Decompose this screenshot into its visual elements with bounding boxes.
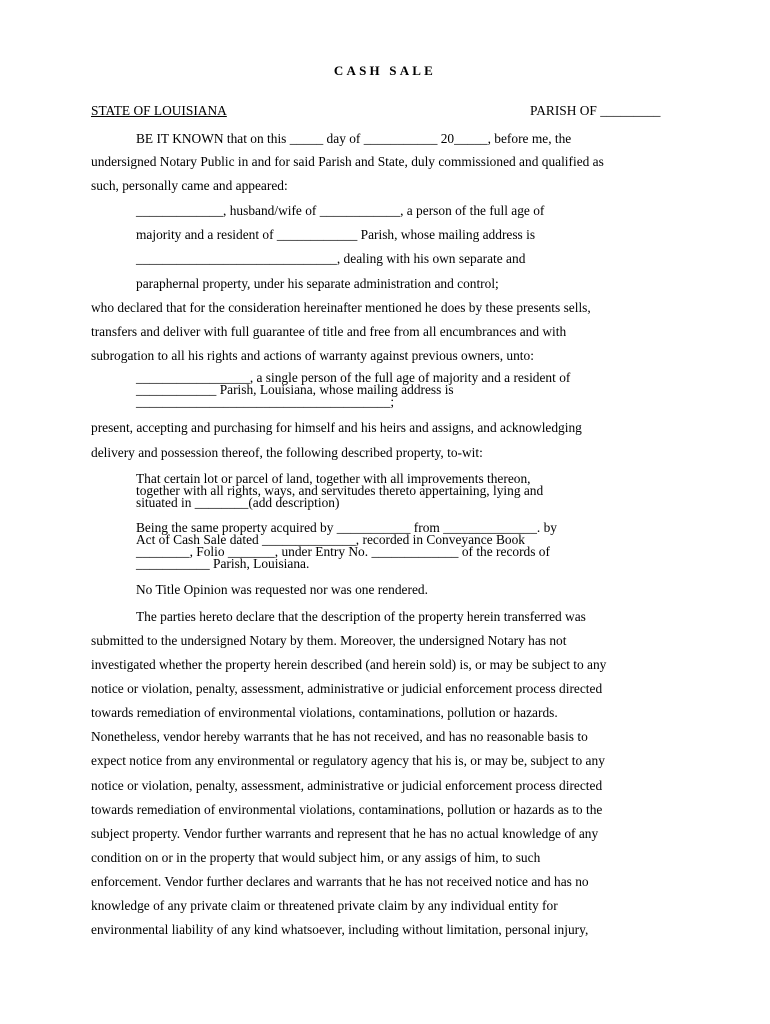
vendor-line-2: majority and a resident of ____________ Parish, whose mailing address is bbox=[136, 227, 536, 242]
purchaser-line-1: _________________, a single person of the full age of majority and a resident of bbox=[136, 370, 571, 385]
environmental-line-14: environmental liability of any kind whatsoever, including without limitation, personal injury, bbox=[91, 922, 589, 937]
state-heading: STATE OF LOUISIANA bbox=[91, 103, 227, 118]
environmental-line-9: towards remediation of environmental violations, contaminations, pollution or hazards as to the bbox=[91, 802, 603, 817]
title-opinion-line: No Title Opinion was requested nor was one rendered. bbox=[136, 582, 428, 597]
vendor-line-3: ______________________________, dealing with his own separate and bbox=[136, 251, 526, 266]
declaration-line-1: who declared that for the consideration hereinafter mentioned he does by these presents sells, bbox=[91, 300, 591, 315]
environmental-line-2: submitted to the undersigned Notary by them. Moreover, the undersigned Notary has not bbox=[91, 633, 567, 648]
environmental-line-1: The parties hereto declare that the description of the property herein transferred was bbox=[136, 609, 586, 624]
acquired-line-4: ___________ Parish, Louisiana. bbox=[136, 556, 310, 571]
vendor-line-4: paraphernal property, under his separate administration and control; bbox=[136, 276, 499, 291]
environmental-line-11: condition on or in the property that would subject him, or any assigs of him, to such bbox=[91, 850, 541, 865]
parish-heading: PARISH OF _________ bbox=[530, 103, 661, 118]
acceptance-line-1: present, accepting and purchasing for himself and his heirs and assigns, and acknowledging bbox=[91, 420, 582, 435]
environmental-line-13: knowledge of any private claim or threatened private claim by any individual entity for bbox=[91, 898, 558, 913]
intro-line-3: such, personally came and appeared: bbox=[91, 178, 288, 193]
document-title: CASH SALE bbox=[333, 63, 437, 78]
environmental-line-5: towards remediation of environmental violations, contaminations, pollution or hazards. bbox=[91, 705, 558, 720]
environmental-line-3: investigated whether the property herein described (and herein sold) is, or may be subject to any bbox=[91, 657, 607, 672]
purchaser-line-3: ______________________________________; bbox=[136, 394, 395, 409]
acceptance-line-2: delivery and possession thereof, the following described property, to-wit: bbox=[91, 445, 483, 460]
acquired-line-3: ________, Folio _______, under Entry No. _____________ of the records of bbox=[136, 544, 550, 559]
environmental-line-10: subject property. Vendor further warrants and represent that he has no actual knowledge of any bbox=[91, 826, 599, 841]
declaration-line-3: subrogation to all his rights and actions of warranty against previous owners, unto: bbox=[91, 348, 534, 363]
environmental-line-6: Nonetheless, vendor hereby warrants that he has not received, and has no reasonable basis to bbox=[91, 729, 588, 744]
environmental-line-8: notice or violation, penalty, assessment, administrative or judicial enforcement process directed bbox=[91, 778, 603, 793]
environmental-line-12: enforcement. Vendor further declares and warrants that he has not received notice and has no bbox=[91, 874, 589, 889]
property-line-1: That certain lot or parcel of land, together with all improvements thereon, bbox=[136, 471, 531, 486]
property-line-3: situated in ________(add description) bbox=[136, 495, 340, 510]
property-line-2: together with all rights, ways, and servitudes thereto appertaining, lying and bbox=[136, 483, 544, 498]
acquired-line-1: Being the same property acquired by ___________ from ______________. by bbox=[136, 520, 557, 535]
vendor-line-1: _____________, husband/wife of ____________, a person of the full age of bbox=[136, 203, 545, 218]
intro-line-2: undersigned Notary Public in and for said Parish and State, duly commissioned and qualified as bbox=[91, 154, 604, 169]
declaration-line-2: transfers and deliver with full guarantee of title and free from all encumbrances and with bbox=[91, 324, 567, 339]
environmental-line-4: notice or violation, penalty, assessment, administrative or judicial enforcement process directed bbox=[91, 681, 603, 696]
environmental-line-7: expect notice from any environmental or regulatory agency that his is, or may be, subject to any bbox=[91, 753, 605, 768]
acquired-line-2: Act of Cash Sale dated ______________, recorded in Conveyance Book bbox=[136, 532, 525, 547]
purchaser-line-2: ____________ Parish, Louisiana, whose mailing address is bbox=[136, 382, 454, 397]
intro-line-1: BE IT KNOWN that on this _____ day of ___________ 20_____, before me, the bbox=[136, 131, 572, 146]
